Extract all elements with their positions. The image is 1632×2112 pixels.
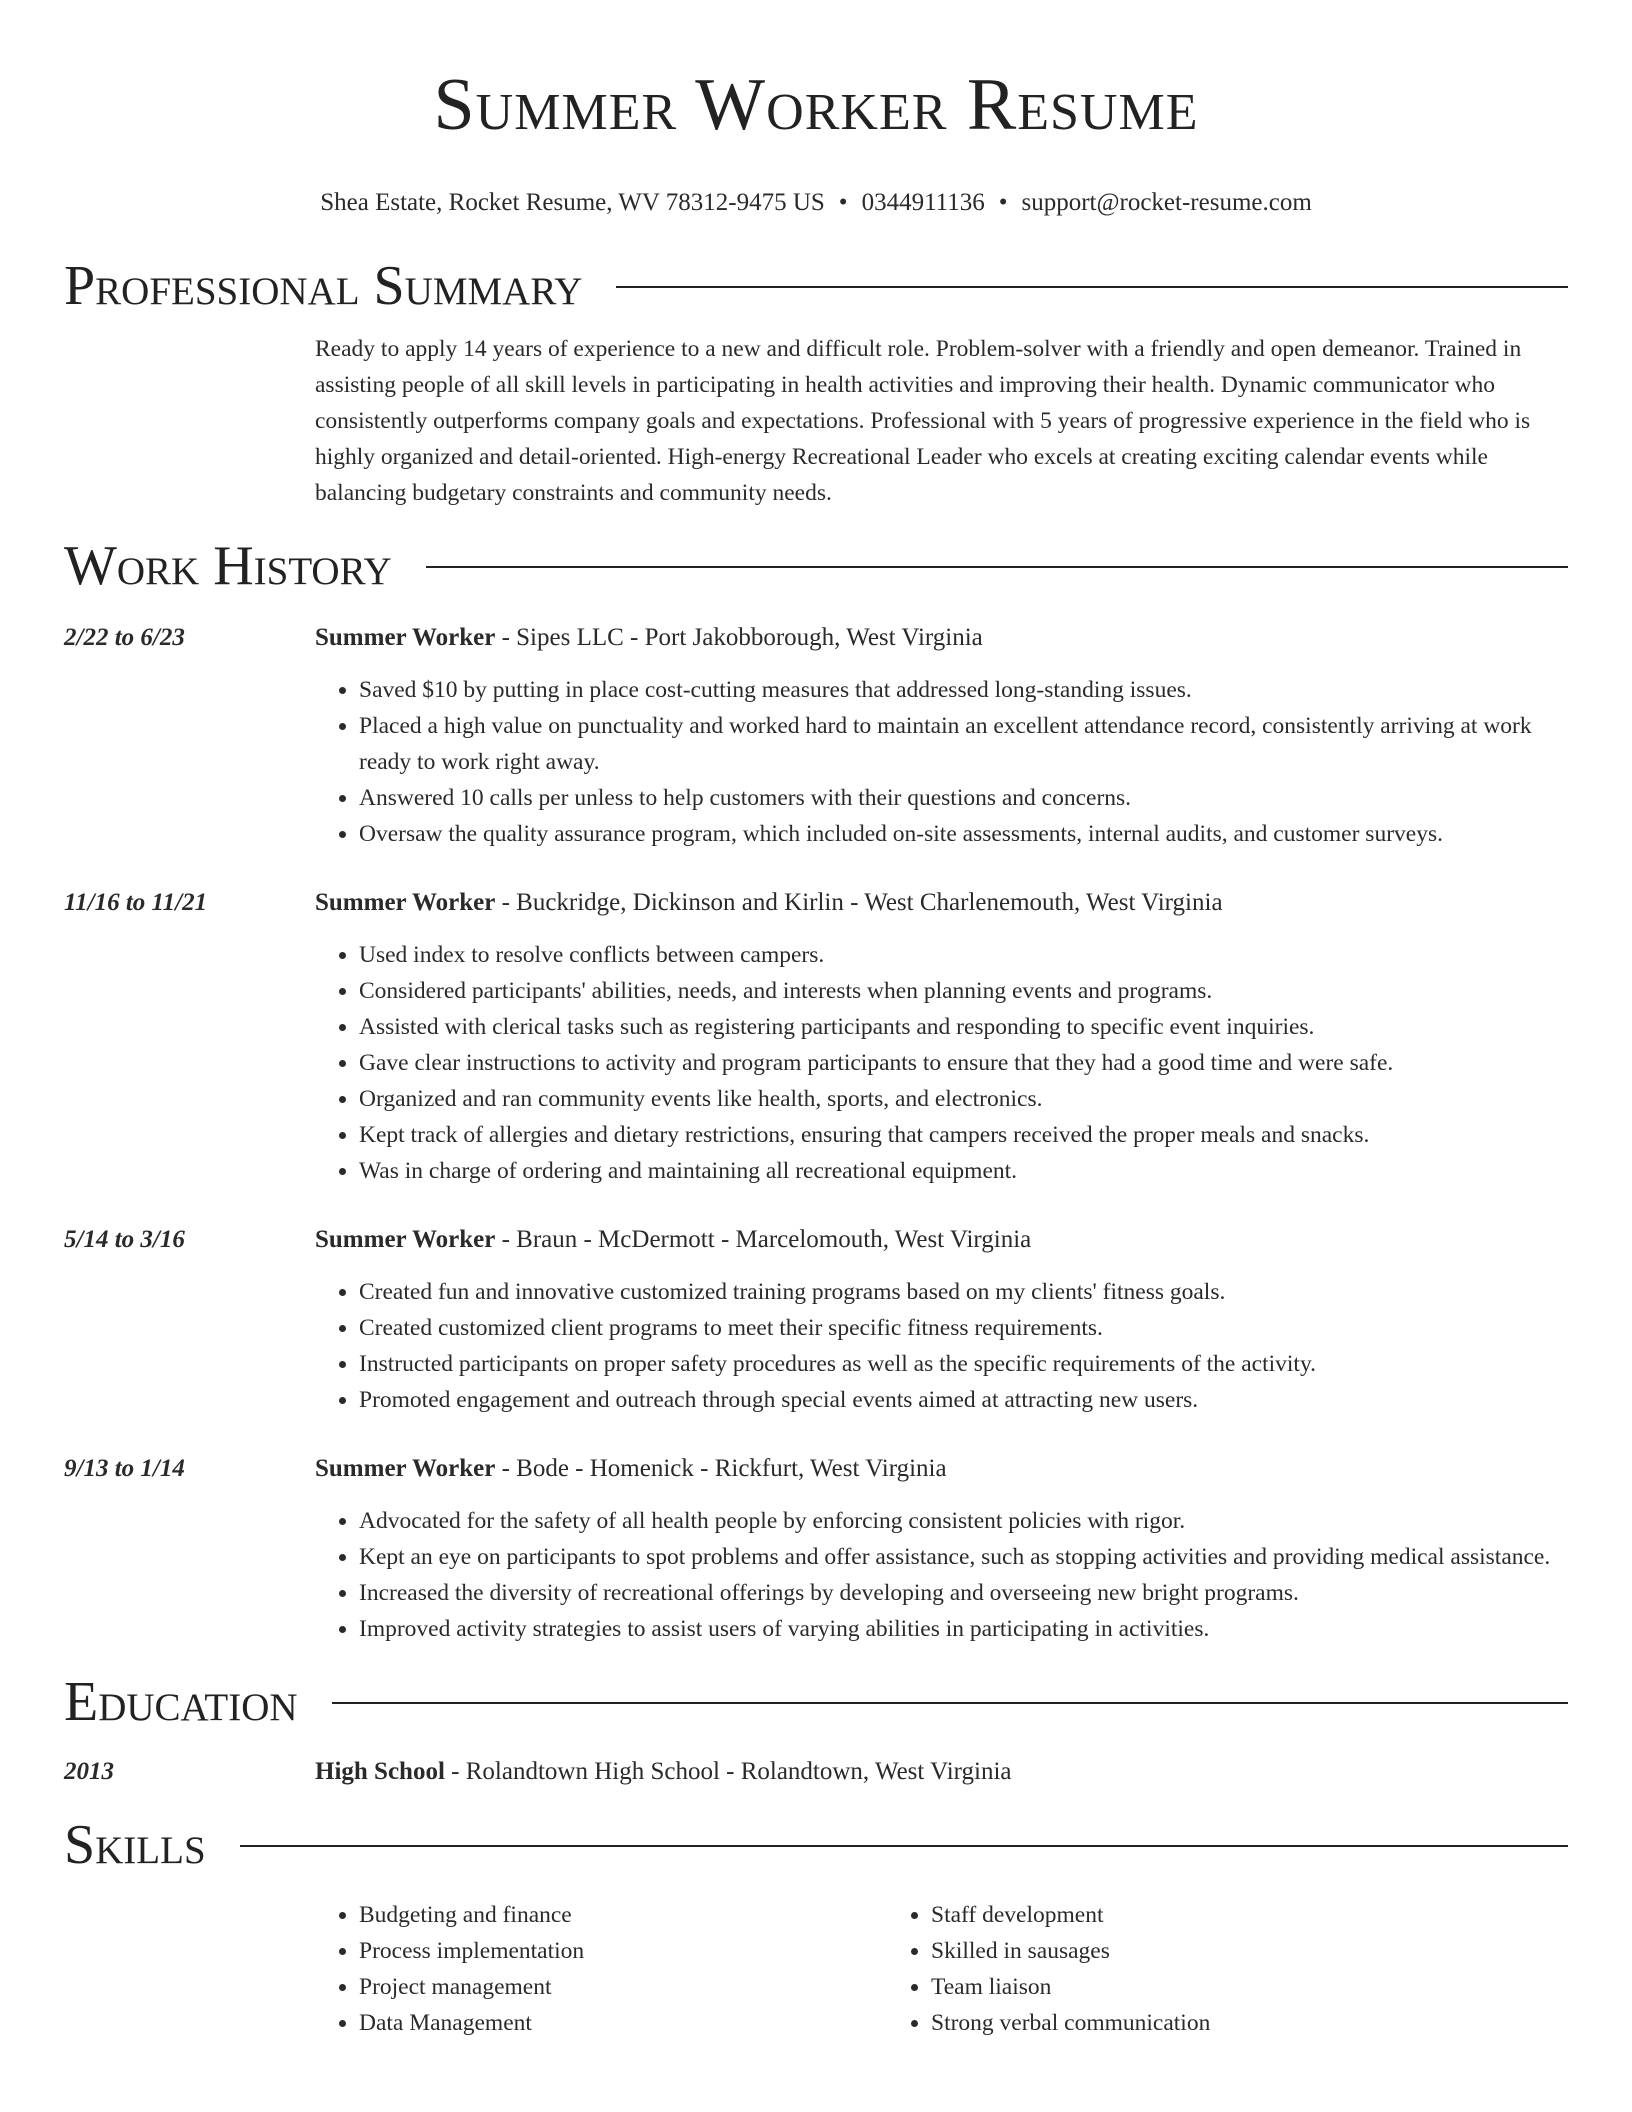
contact-phone: 0344911136 (861, 189, 985, 216)
skills-column-left (315, 1897, 887, 2041)
job-body (315, 1222, 1568, 1418)
job-details: - Buckridge, Dickinson and Kirlin - West Charlenemouth, West Virginia (495, 889, 1223, 916)
list-item: • Used index to resolve conflicts between campers. (359, 937, 1568, 973)
job-dates: 11/16 to 11/21 (64, 889, 208, 916)
section-divider (240, 1845, 1568, 1847)
contact-line (64, 188, 1568, 218)
list-item: • Oversaw the quality assurance program, which included on-site assessments, internal audits, and customer surveys. (359, 816, 1568, 852)
job-role: Summer Worker (315, 624, 496, 651)
job-heading (315, 1451, 1568, 1487)
job-dates: 5/14 to 3/16 (64, 1226, 185, 1253)
skill-item: • Staff development (931, 1897, 1210, 1933)
job-bullet-list (315, 1503, 1568, 1647)
list-item: • Organized and ran community events like health, sports, and electronics. (359, 1081, 1568, 1117)
contact-address: Shea Estate, Rocket Resume, WV 78312-9475 US (320, 189, 825, 216)
education-degree: High School (315, 1758, 445, 1785)
section-header-work-history (64, 536, 1568, 596)
skills-list (315, 1897, 1568, 2041)
section-title-education: Education (64, 1671, 298, 1733)
list-item: • Placed a high value on punctuality and worked hard to maintain an excellent attendance record, consistently arriving at work ready to work right away. (359, 708, 1568, 780)
job-role: Summer Worker (315, 889, 496, 916)
section-divider (332, 1702, 1568, 1704)
job-role: Summer Worker (315, 1455, 496, 1482)
job-bullet-list (315, 672, 1568, 852)
skill-item: • Strong verbal communication (931, 2005, 1210, 2041)
list-item: • Instructed participants on proper safety procedures as well as the specific requirements of the activity. (359, 1346, 1568, 1382)
list-item: • Kept track of allergies and dietary restrictions, ensuring that campers received the proper meals and snacks. (359, 1117, 1568, 1153)
skill-item: • Project management (359, 1969, 887, 2005)
job-details: - Braun - McDermott - Marcelomouth, West Virginia (495, 1226, 1032, 1253)
contact-separator: • (998, 189, 1008, 216)
section-title-summary: Professional Summary (64, 255, 583, 317)
section-title-work-history: Work History (64, 535, 392, 597)
job-body (315, 620, 1568, 852)
list-item: • Promoted engagement and outreach through special events aimed at attracting new users. (359, 1382, 1568, 1418)
job-body (315, 885, 1568, 1189)
job-details: - Bode - Homenick - Rickfurt, West Virginia (495, 1455, 947, 1482)
skills-column-right (887, 1897, 1210, 2041)
job-bullet-list (315, 937, 1568, 1189)
list-item: • Increased the diversity of recreational offerings by developing and overseeing new bright programs. (359, 1575, 1568, 1611)
job-entry (64, 620, 1568, 852)
contact-email[interactable]: support@rocket-resume.com (1021, 189, 1312, 216)
job-details: - Sipes LLC - Port Jakobborough, West Virginia (495, 624, 983, 651)
skill-item: • Budgeting and finance (359, 1897, 887, 1933)
job-entry (64, 1222, 1568, 1418)
list-item: • Gave clear instructions to activity and program participants to ensure that they had a good time and were safe. (359, 1045, 1568, 1081)
skill-item: • Skilled in sausages (931, 1933, 1210, 1969)
section-divider (616, 286, 1568, 288)
education-body (315, 1754, 1568, 1790)
education-entry (64, 1754, 1568, 1790)
job-heading (315, 620, 1568, 656)
education-details: - Rolandtown High School - Rolandtown, West Virginia (444, 1758, 1012, 1785)
section-header-education (64, 1672, 1568, 1732)
list-item: • Improved activity strategies to assist users of varying abilities in participating in activities. (359, 1611, 1568, 1647)
job-heading (315, 1222, 1568, 1258)
section-header-skills (64, 1815, 1568, 1875)
list-item: • Created customized client programs to meet their specific fitness requirements. (359, 1310, 1568, 1346)
section-title-skills: Skills (64, 1814, 206, 1876)
skill-item: • Process implementation (359, 1933, 887, 1969)
skill-item: • Team liaison (931, 1969, 1210, 2005)
list-item: • Assisted with clerical tasks such as registering participants and responding to specific event inquiries. (359, 1009, 1568, 1045)
list-item: • Answered 10 calls per unless to help customers with their questions and concerns. (359, 780, 1568, 816)
job-body (315, 1451, 1568, 1647)
job-dates: 9/13 to 1/14 (64, 1455, 185, 1482)
job-role: Summer Worker (315, 1226, 496, 1253)
section-header-summary (64, 256, 1568, 316)
job-entry (64, 885, 1568, 1189)
education-heading (315, 1754, 1568, 1790)
job-entry (64, 1451, 1568, 1647)
resume-title: Summer Worker Resume (433, 64, 1199, 146)
section-divider (426, 566, 1568, 568)
list-item: • Was in charge of ordering and maintaining all recreational equipment. (359, 1153, 1568, 1189)
list-item: • Saved $10 by putting in place cost-cutting measures that addressed long-standing issues. (359, 672, 1568, 708)
job-bullet-list (315, 1274, 1568, 1418)
summary-text: Ready to apply 14 years of experience to a new and difficult role. Problem-solver with a friendly and open demeanor. Trained in assisting people of all skill levels in participating in health activities and improving their health. Dynamic communicator who consistently outperforms company goals and expectations. Professional with 5 years of progressive experience in the field who is highly organized and detail-oriented. High-energy Recreational Leader who excels at creating exciting calendar events while balancing budgetary constraints and community needs. (315, 336, 1531, 506)
list-item: • Created fun and innovative customized training programs based on my clients' fitness goals. (359, 1274, 1568, 1310)
skill-item: • Data Management (359, 2005, 887, 2041)
list-item: • Considered participants' abilities, needs, and interests when planning events and programs. (359, 973, 1568, 1009)
job-dates: 2/22 to 6/23 (64, 624, 185, 651)
job-heading (315, 885, 1568, 921)
education-year: 2013 (64, 1758, 114, 1785)
contact-separator: • (838, 189, 848, 216)
list-item: • Kept an eye on participants to spot problems and offer assistance, such as stopping activities and providing medical assistance. (359, 1539, 1568, 1575)
list-item: • Advocated for the safety of all health people by enforcing consistent policies with rigor. (359, 1503, 1568, 1539)
